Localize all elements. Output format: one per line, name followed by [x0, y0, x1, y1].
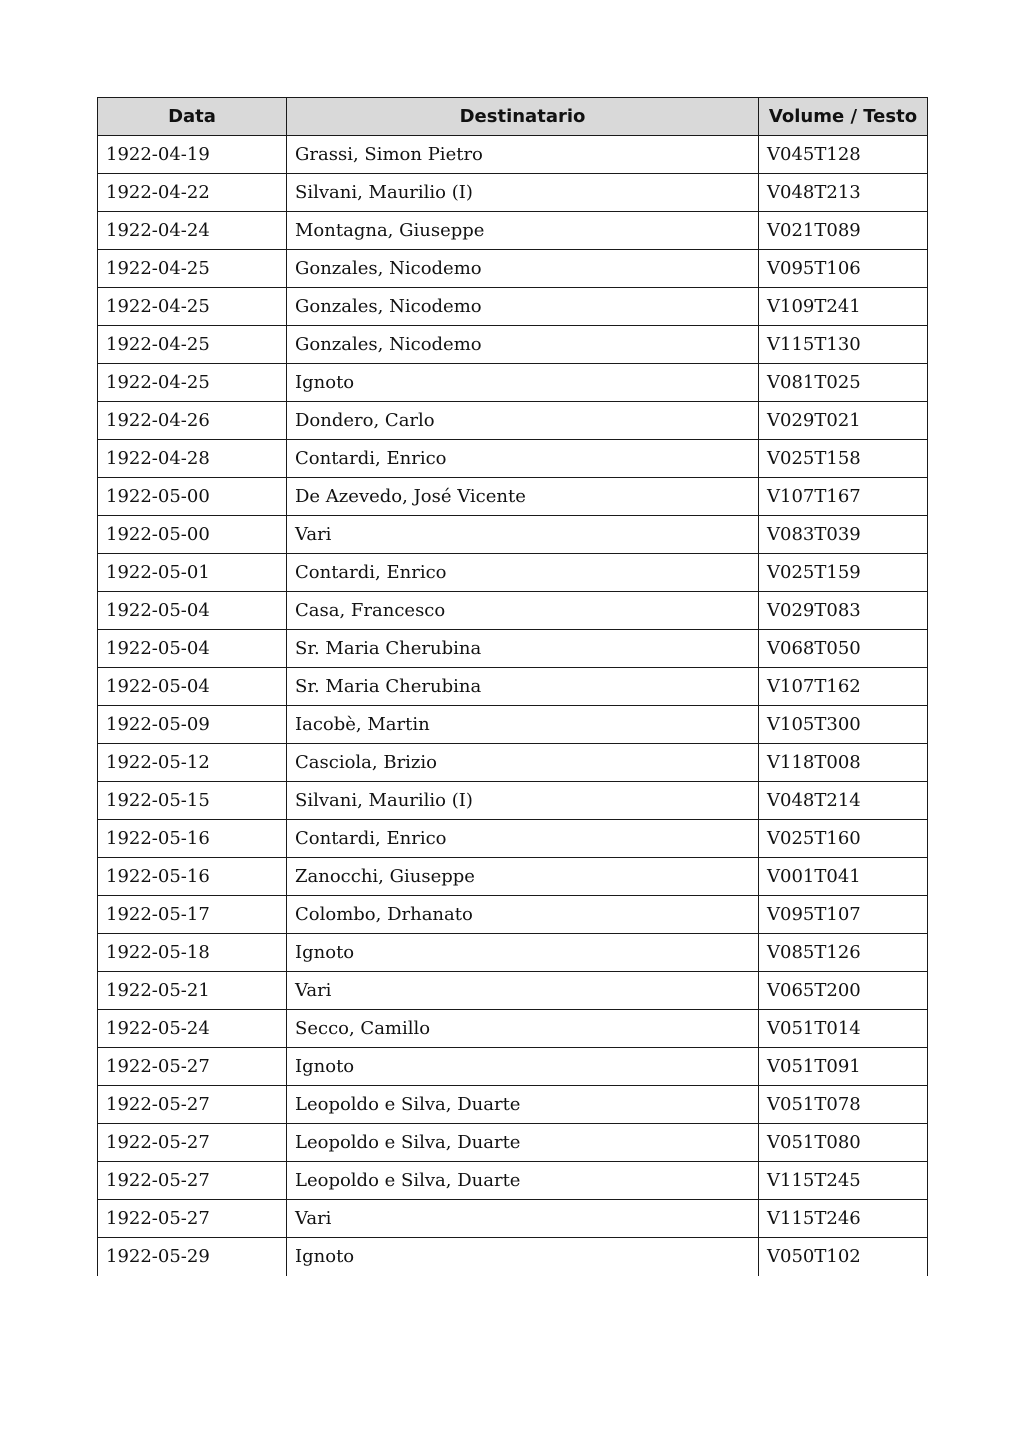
- column-header-volume-text: Volume / Testo: [759, 98, 928, 136]
- cell-volume-text: V109T241: [759, 288, 928, 326]
- cell-date: 1922-05-27: [98, 1086, 287, 1124]
- table-row: [98, 402, 928, 440]
- table-row: [98, 1162, 928, 1200]
- cell-date: 1922-05-15: [98, 782, 287, 820]
- cell-date: 1922-04-19: [98, 136, 287, 174]
- cell-volume-text: V048T213: [759, 174, 928, 212]
- cell-volume-text: V095T107: [759, 896, 928, 934]
- cell-recipient: Montagna, Giuseppe: [287, 212, 759, 250]
- cell-volume-text: V025T158: [759, 440, 928, 478]
- cell-date: 1922-05-27: [98, 1162, 287, 1200]
- table-row: [98, 1124, 928, 1162]
- cell-date: 1922-05-21: [98, 972, 287, 1010]
- table-row: [98, 668, 928, 706]
- cell-date: 1922-05-09: [98, 706, 287, 744]
- cell-recipient: Sr. Maria Cherubina: [287, 630, 759, 668]
- cell-date: 1922-04-25: [98, 250, 287, 288]
- table-row: [98, 1048, 928, 1086]
- cell-date: 1922-04-22: [98, 174, 287, 212]
- header-row: [98, 98, 928, 136]
- table-row: [98, 516, 928, 554]
- cell-date: 1922-05-04: [98, 592, 287, 630]
- cell-recipient: Silvani, Maurilio (I): [287, 782, 759, 820]
- cell-recipient: Vari: [287, 516, 759, 554]
- table-row: [98, 858, 928, 896]
- cell-recipient: Gonzales, Nicodemo: [287, 288, 759, 326]
- letters-table: [97, 97, 928, 1276]
- cell-recipient: Contardi, Enrico: [287, 440, 759, 478]
- table-row: [98, 440, 928, 478]
- cell-date: 1922-04-25: [98, 288, 287, 326]
- cell-volume-text: V029T021: [759, 402, 928, 440]
- cell-volume-text: V107T162: [759, 668, 928, 706]
- table-row: [98, 820, 928, 858]
- cell-date: 1922-05-17: [98, 896, 287, 934]
- cell-volume-text: V081T025: [759, 364, 928, 402]
- cell-date: 1922-05-18: [98, 934, 287, 972]
- cell-volume-text: V115T130: [759, 326, 928, 364]
- cell-volume-text: V029T083: [759, 592, 928, 630]
- table-row: [98, 1010, 928, 1048]
- cell-volume-text: V118T008: [759, 744, 928, 782]
- cell-recipient: Ignoto: [287, 934, 759, 972]
- cell-recipient: Dondero, Carlo: [287, 402, 759, 440]
- cell-recipient: Vari: [287, 1200, 759, 1238]
- cell-date: 1922-05-29: [98, 1238, 287, 1276]
- cell-date: 1922-05-12: [98, 744, 287, 782]
- table-row: [98, 706, 928, 744]
- cell-volume-text: V025T160: [759, 820, 928, 858]
- cell-recipient: Ignoto: [287, 1048, 759, 1086]
- cell-date: 1922-05-24: [98, 1010, 287, 1048]
- cell-volume-text: V025T159: [759, 554, 928, 592]
- cell-date: 1922-04-26: [98, 402, 287, 440]
- cell-date: 1922-05-16: [98, 858, 287, 896]
- cell-recipient: Contardi, Enrico: [287, 554, 759, 592]
- cell-volume-text: V083T039: [759, 516, 928, 554]
- cell-recipient: Gonzales, Nicodemo: [287, 250, 759, 288]
- table-row: [98, 364, 928, 402]
- cell-volume-text: V107T167: [759, 478, 928, 516]
- table-row: [98, 250, 928, 288]
- table-row: [98, 1238, 928, 1276]
- cell-volume-text: V068T050: [759, 630, 928, 668]
- cell-date: 1922-05-00: [98, 478, 287, 516]
- cell-volume-text: V085T126: [759, 934, 928, 972]
- cell-date: 1922-05-04: [98, 630, 287, 668]
- cell-date: 1922-05-04: [98, 668, 287, 706]
- cell-volume-text: V115T245: [759, 1162, 928, 1200]
- cell-date: 1922-05-16: [98, 820, 287, 858]
- cell-volume-text: V048T214: [759, 782, 928, 820]
- cell-date: 1922-05-27: [98, 1200, 287, 1238]
- cell-volume-text: V115T246: [759, 1200, 928, 1238]
- cell-recipient: Sr. Maria Cherubina: [287, 668, 759, 706]
- cell-volume-text: V050T102: [759, 1238, 928, 1276]
- cell-date: 1922-04-25: [98, 326, 287, 364]
- cell-recipient: Gonzales, Nicodemo: [287, 326, 759, 364]
- table-row: [98, 1086, 928, 1124]
- cell-recipient: Leopoldo e Silva, Duarte: [287, 1124, 759, 1162]
- table-row: [98, 136, 928, 174]
- cell-recipient: Leopoldo e Silva, Duarte: [287, 1162, 759, 1200]
- cell-date: 1922-05-27: [98, 1048, 287, 1086]
- cell-recipient: Secco, Camillo: [287, 1010, 759, 1048]
- cell-date: 1922-04-24: [98, 212, 287, 250]
- table-row: [98, 212, 928, 250]
- cell-date: 1922-04-25: [98, 364, 287, 402]
- cell-volume-text: V051T014: [759, 1010, 928, 1048]
- table-row: [98, 782, 928, 820]
- table-row: [98, 896, 928, 934]
- cell-recipient: Casa, Francesco: [287, 592, 759, 630]
- cell-volume-text: V051T091: [759, 1048, 928, 1086]
- cell-volume-text: V051T078: [759, 1086, 928, 1124]
- cell-recipient: Vari: [287, 972, 759, 1010]
- cell-recipient: De Azevedo, José Vicente: [287, 478, 759, 516]
- cell-recipient: Grassi, Simon Pietro: [287, 136, 759, 174]
- cell-date: 1922-05-27: [98, 1124, 287, 1162]
- column-header-recipient: Destinatario: [287, 98, 759, 136]
- table-row: [98, 630, 928, 668]
- table-header: [98, 98, 928, 136]
- cell-volume-text: V065T200: [759, 972, 928, 1010]
- table-row: [98, 972, 928, 1010]
- table-row: [98, 288, 928, 326]
- cell-date: 1922-05-01: [98, 554, 287, 592]
- cell-volume-text: V021T089: [759, 212, 928, 250]
- cell-recipient: Ignoto: [287, 364, 759, 402]
- cell-recipient: Casciola, Brizio: [287, 744, 759, 782]
- cell-volume-text: V095T106: [759, 250, 928, 288]
- cell-recipient: Colombo, Drhanato: [287, 896, 759, 934]
- table-row: [98, 174, 928, 212]
- cell-recipient: Leopoldo e Silva, Duarte: [287, 1086, 759, 1124]
- cell-volume-text: V051T080: [759, 1124, 928, 1162]
- column-header-date: Data: [98, 98, 287, 136]
- cell-recipient: Ignoto: [287, 1238, 759, 1276]
- cell-recipient: Zanocchi, Giuseppe: [287, 858, 759, 896]
- table-row: [98, 744, 928, 782]
- cell-date: 1922-04-28: [98, 440, 287, 478]
- cell-recipient: Iacobè, Martin: [287, 706, 759, 744]
- cell-volume-text: V001T041: [759, 858, 928, 896]
- table-row: [98, 554, 928, 592]
- cell-volume-text: V105T300: [759, 706, 928, 744]
- table-body: [98, 136, 928, 1276]
- cell-volume-text: V045T128: [759, 136, 928, 174]
- cell-recipient: Contardi, Enrico: [287, 820, 759, 858]
- cell-date: 1922-05-00: [98, 516, 287, 554]
- table-row: [98, 478, 928, 516]
- table-row: [98, 934, 928, 972]
- table-row: [98, 1200, 928, 1238]
- table-row: [98, 592, 928, 630]
- table-row: [98, 326, 928, 364]
- cell-recipient: Silvani, Maurilio (I): [287, 174, 759, 212]
